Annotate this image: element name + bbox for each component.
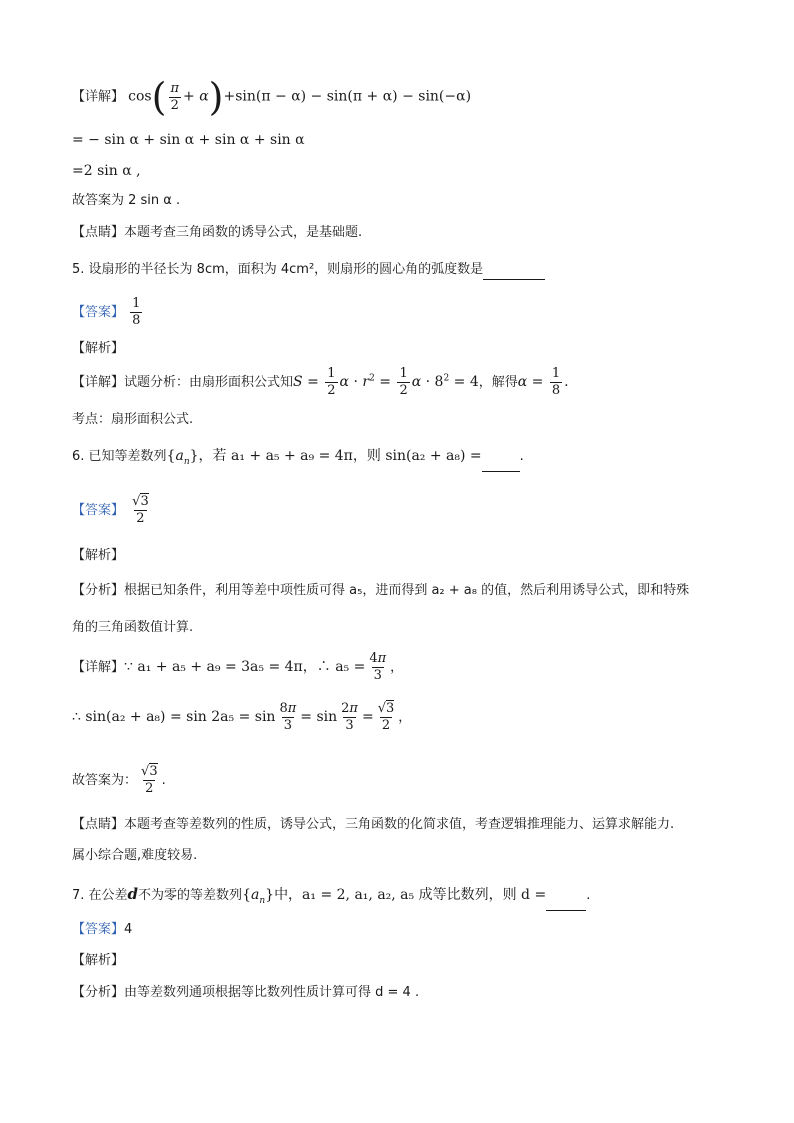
- paren-close: ): [208, 75, 224, 119]
- var-d: d: [127, 885, 139, 903]
- period: .: [564, 374, 569, 390]
- q4-detail-line: [72, 75, 472, 119]
- alpha-eq: α =: [517, 374, 548, 390]
- q7-analysis-tag: 【解析】: [72, 953, 125, 968]
- area-formula: S =: [293, 374, 324, 390]
- half-frac: $\frac{1}{2}$: [399, 366, 408, 398]
- cos-expr: cos: [128, 88, 152, 105]
- q7-stem-suffix: 中，a₁ = 2, a₁, a₂, a₅ 成等比数列，则 d =: [274, 887, 547, 903]
- sequence-an: $\{a_n\}$: [242, 887, 275, 906]
- q4-conclusion: 故答案为 2 sin α .: [72, 193, 181, 208]
- q7-stem-prefix: 7. 在公差: [72, 888, 128, 903]
- q6-analysis-line1: [72, 581, 689, 601]
- period: .: [586, 888, 591, 903]
- fenxi-tag: 【分析】: [72, 985, 125, 1000]
- q5-answer-frac: [130, 296, 142, 329]
- q6-analysis-text1: 根据已知条件，利用等差中项性质可得 a₅，进而得到 a₂ + a₈ 的值，然后利用诱导公式，即和特殊: [124, 583, 690, 598]
- q6-answer-frac: $\frac{√3}{2}$: [132, 494, 149, 526]
- answer-tag: 【答案】: [72, 305, 125, 320]
- q6-detail-text1: ∵ a₁ + a₅ + a₉ = 3a₅ = 4π，∴ a₅ =: [124, 659, 366, 675]
- answer-blank: [482, 457, 520, 472]
- plus-alpha: + α: [183, 88, 209, 105]
- q5-detail-prefix: 试题分析：由扇形面积公式知: [124, 375, 294, 390]
- q6-comment1: 本题考查等差数列的性质，诱导公式，三角函数的化简求值，考查逻辑推理能力、运算求解能力.: [124, 817, 675, 832]
- alpha-82: $\alpha \cdot 8^2 = 4$: [411, 373, 479, 390]
- period: .: [161, 773, 166, 788]
- q5-analysis-tag: 【解析】: [72, 341, 125, 356]
- q7-answer: 4: [124, 922, 133, 937]
- answer-blank: [483, 265, 545, 280]
- sequence-an: $\{a_n\}$: [166, 448, 199, 467]
- q6-analysis-tag: 【解析】: [72, 548, 125, 563]
- paren-open: (: [151, 75, 167, 119]
- q7-analysis: 由等差数列通项根据等比数列性质计算可得 d = 4 .: [124, 985, 420, 1000]
- q6-comment-line1: [72, 815, 674, 835]
- alpha-r2: $\alpha \cdot r^2$ =: [339, 373, 396, 390]
- q4-comment-line: [72, 223, 362, 243]
- half-frac: $\frac{1}{2}$: [327, 366, 336, 398]
- q7-answer-line: [72, 920, 132, 940]
- q6-answer-line: [72, 494, 153, 527]
- q5-kaodian: 考点：扇形面积公式.: [72, 412, 194, 427]
- equals: =: [361, 709, 374, 725]
- comment-tag: 【点睛】: [72, 817, 125, 832]
- q6-stem-line: [72, 446, 524, 472]
- two-pi-over-3: $\frac{2\pi}{3}$: [341, 701, 358, 733]
- q6-conclusion-line: [72, 764, 166, 797]
- answer-blank: [546, 896, 586, 911]
- q7-stem-mid: 不为零的等差数列: [138, 888, 243, 903]
- q7-analysis-line: [72, 983, 419, 1003]
- sqrt3-over-2: $\frac{√3}{2}$: [377, 701, 395, 733]
- eighth-frac: $\frac{1}{8}$: [551, 366, 561, 398]
- eight-pi-over-3: $\frac{8\pi}{3}$: [279, 701, 297, 733]
- q5-detail-result: ，解得: [478, 375, 518, 390]
- comment-tag: 【点睛】: [72, 225, 125, 240]
- answer-tag: 【答案】: [72, 503, 125, 518]
- q4-comment: 本题考查三角函数的诱导公式，是基础题.: [124, 225, 363, 240]
- q5-answer-den: 8: [132, 313, 141, 328]
- q5-stem: 5. 设扇形的半径长为 8cm，面积为 4cm²，则扇形的圆心角的弧度数是: [72, 262, 484, 277]
- q4-step1: = − sin α + sin α + sin α + sin α: [72, 132, 305, 148]
- eq-sin: = sin: [300, 709, 338, 725]
- comma: ，: [390, 660, 404, 675]
- answer-tag: 【答案】: [72, 922, 125, 937]
- q6-analysis-line2: 角的三角函数值计算.: [72, 620, 194, 635]
- q6-detail-line1: [72, 651, 403, 684]
- four-pi-over-3: $\frac{4\pi}{3}$: [369, 651, 387, 683]
- detail-tag: 【详解】: [72, 375, 125, 390]
- sqrt3-over-2: $\frac{√3}{2}$: [141, 764, 158, 796]
- q6-stem-cond: ，若 a₁ + a₅ + a₉ = 4π，则 sin(a₂ + a₈) =: [198, 448, 482, 464]
- q5-stem-line: [72, 260, 545, 280]
- comma: ，: [398, 710, 412, 725]
- q7-stem-line: [72, 884, 590, 911]
- pi-over-2: $\frac{\pi}{2}$: [170, 80, 179, 113]
- q4-step2: =2 sin α ,: [72, 163, 141, 179]
- detail-tag: 【详解】: [72, 660, 125, 675]
- detail-tag: 【详解】: [72, 89, 125, 105]
- q6-stem-prefix: 6. 已知等差数列: [72, 449, 167, 464]
- q6-comment-line2: 属小综合题,难度较易.: [72, 848, 198, 863]
- q4-detail-expr: +sin(π − α) − sin(π + α) − sin(−α): [223, 88, 472, 105]
- q6-conclusion: 故答案为：: [72, 773, 138, 788]
- q5-answer-num: 1: [132, 296, 141, 311]
- q5-answer-line: [72, 296, 144, 329]
- q6-detail-line2: [72, 701, 411, 734]
- q5-detail-line: [72, 366, 569, 399]
- period: .: [519, 449, 524, 464]
- fenxi-tag: 【分析】: [72, 583, 125, 598]
- q6-detail-text2: ∴ sin(a₂ + a₈) = sin 2a₅ = sin: [72, 709, 276, 725]
